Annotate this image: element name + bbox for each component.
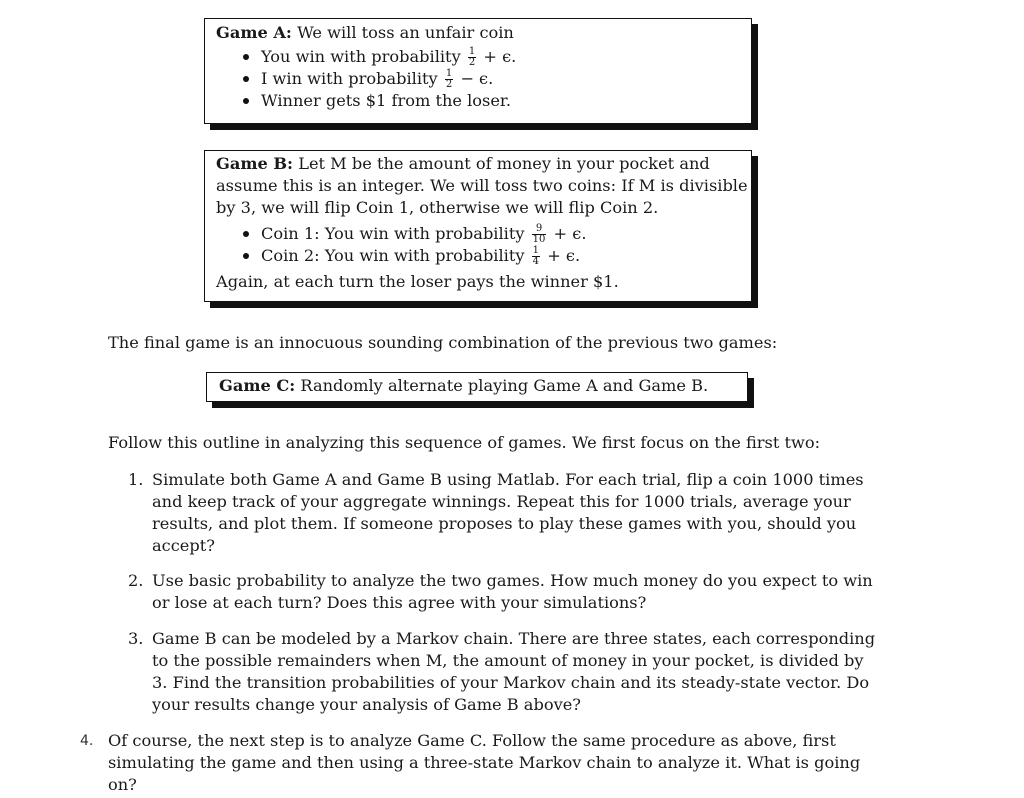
item-line: Game B can be modeled by a Markov chain. There are three states, each corresponding: [152, 629, 876, 648]
bullet-suffix: + ϵ.: [553, 224, 587, 243]
frac-num: 1: [445, 68, 453, 79]
frac-den: 4: [532, 256, 540, 267]
game-a-bullets: [216, 46, 751, 112]
item-line: or lose at each turn? Does this agree with your simulations?: [152, 593, 647, 612]
game-b-line-3: by 3, we will flip Coin 1, otherwise we will flip Coin 2.: [216, 198, 659, 217]
final-game-intro: The final game is an innocuous sounding combination of the previous two games:: [108, 333, 778, 352]
bullet-text: Coin 2: You win with probability: [261, 246, 525, 265]
item-text: [152, 628, 876, 716]
game-a-bullet-you-win: [243, 46, 751, 68]
bullet-text: Winner gets $1 from the loser.: [261, 91, 512, 110]
frac-num: 1: [468, 46, 476, 57]
game-c-line: [219, 375, 747, 397]
item-line: Use basic probability to analyze the two games. How much money do you expect to win: [152, 571, 873, 590]
bullet-text: I win with probability: [261, 69, 438, 88]
game-b-bullet-coin-1: [243, 223, 751, 245]
item-text: [152, 570, 873, 614]
item-number: 4.: [80, 733, 94, 749]
game-b-text: Let M be the amount of money in your pocket and: [298, 154, 710, 173]
game-b-bullets: [216, 223, 751, 267]
item-number: 1.: [128, 470, 144, 489]
game-b-title: Game B:: [216, 154, 294, 173]
game-a-intro: We will toss an unfair coin: [297, 23, 514, 42]
game-c-title: Game C:: [219, 376, 296, 395]
item-line: to the possible remainders when M, the amount of money in your pocket, is divided by: [152, 651, 864, 670]
game-b-box: [204, 150, 752, 302]
frac-num: 1: [532, 245, 540, 256]
item-line: 3. Find the transition probabilities of your Markov chain and its steady-state vector. Do: [152, 673, 870, 692]
fraction: [468, 47, 476, 68]
frac-den: 2: [468, 57, 476, 68]
outline-intro: Follow this outline in analyzing this sequence of games. We first focus on the first two:: [108, 433, 821, 452]
item-text: [108, 730, 861, 796]
item-line: accept?: [152, 536, 215, 555]
game-b-bullet-coin-2: [243, 245, 751, 267]
item-number: 3.: [128, 629, 144, 648]
item-line: simulating the game and then using a three-state Markov chain to analyze it. What is going: [108, 753, 861, 772]
game-a-title: Game A:: [216, 23, 292, 42]
fraction: [445, 69, 453, 90]
item-line: your results change your analysis of Game B above?: [152, 695, 581, 714]
item-text: [152, 469, 868, 557]
game-a-box: [204, 18, 752, 124]
game-a-heading: [216, 22, 751, 44]
item-line: Simulate both Game A and Game B using Matlab. For each trial, flip a coin 1000 times: [152, 470, 864, 489]
game-b-line-1: [216, 153, 751, 175]
bullet-text: You win with probability: [261, 47, 461, 66]
game-a-bullet-winner: [243, 90, 751, 112]
item-line: and keep track of your aggregate winnings. Repeat this for 1000 trials, average your: [152, 492, 851, 511]
fraction: [532, 224, 547, 245]
bullet-suffix: − ϵ.: [460, 69, 494, 88]
bullet-suffix: + ϵ.: [483, 47, 517, 66]
game-c-box: [206, 372, 748, 402]
item-line: results, and plot them. If someone proposes to play these games with you, should you: [152, 514, 857, 533]
game-c-text: Randomly alternate playing Game A and Game B.: [300, 376, 709, 395]
frac-num: 9: [532, 224, 547, 235]
bullet-suffix: + ϵ.: [547, 246, 581, 265]
item-line: Of course, the next step is to analyze Game C. Follow the same procedure as above, first: [108, 731, 836, 750]
game-b-line-2: assume this is an integer. We will toss two coins: If M is divisible: [216, 176, 748, 195]
frac-den: 2: [445, 79, 453, 90]
item-line: on?: [108, 775, 137, 794]
fraction: [532, 246, 540, 267]
frac-den: 10: [532, 234, 546, 245]
bullet-text: Coin 1: You win with probability: [261, 224, 525, 243]
game-a-bullet-i-win: [243, 68, 751, 90]
item-number: 2.: [128, 571, 144, 590]
game-b-closing: Again, at each turn the loser pays the winner $1.: [216, 272, 619, 291]
